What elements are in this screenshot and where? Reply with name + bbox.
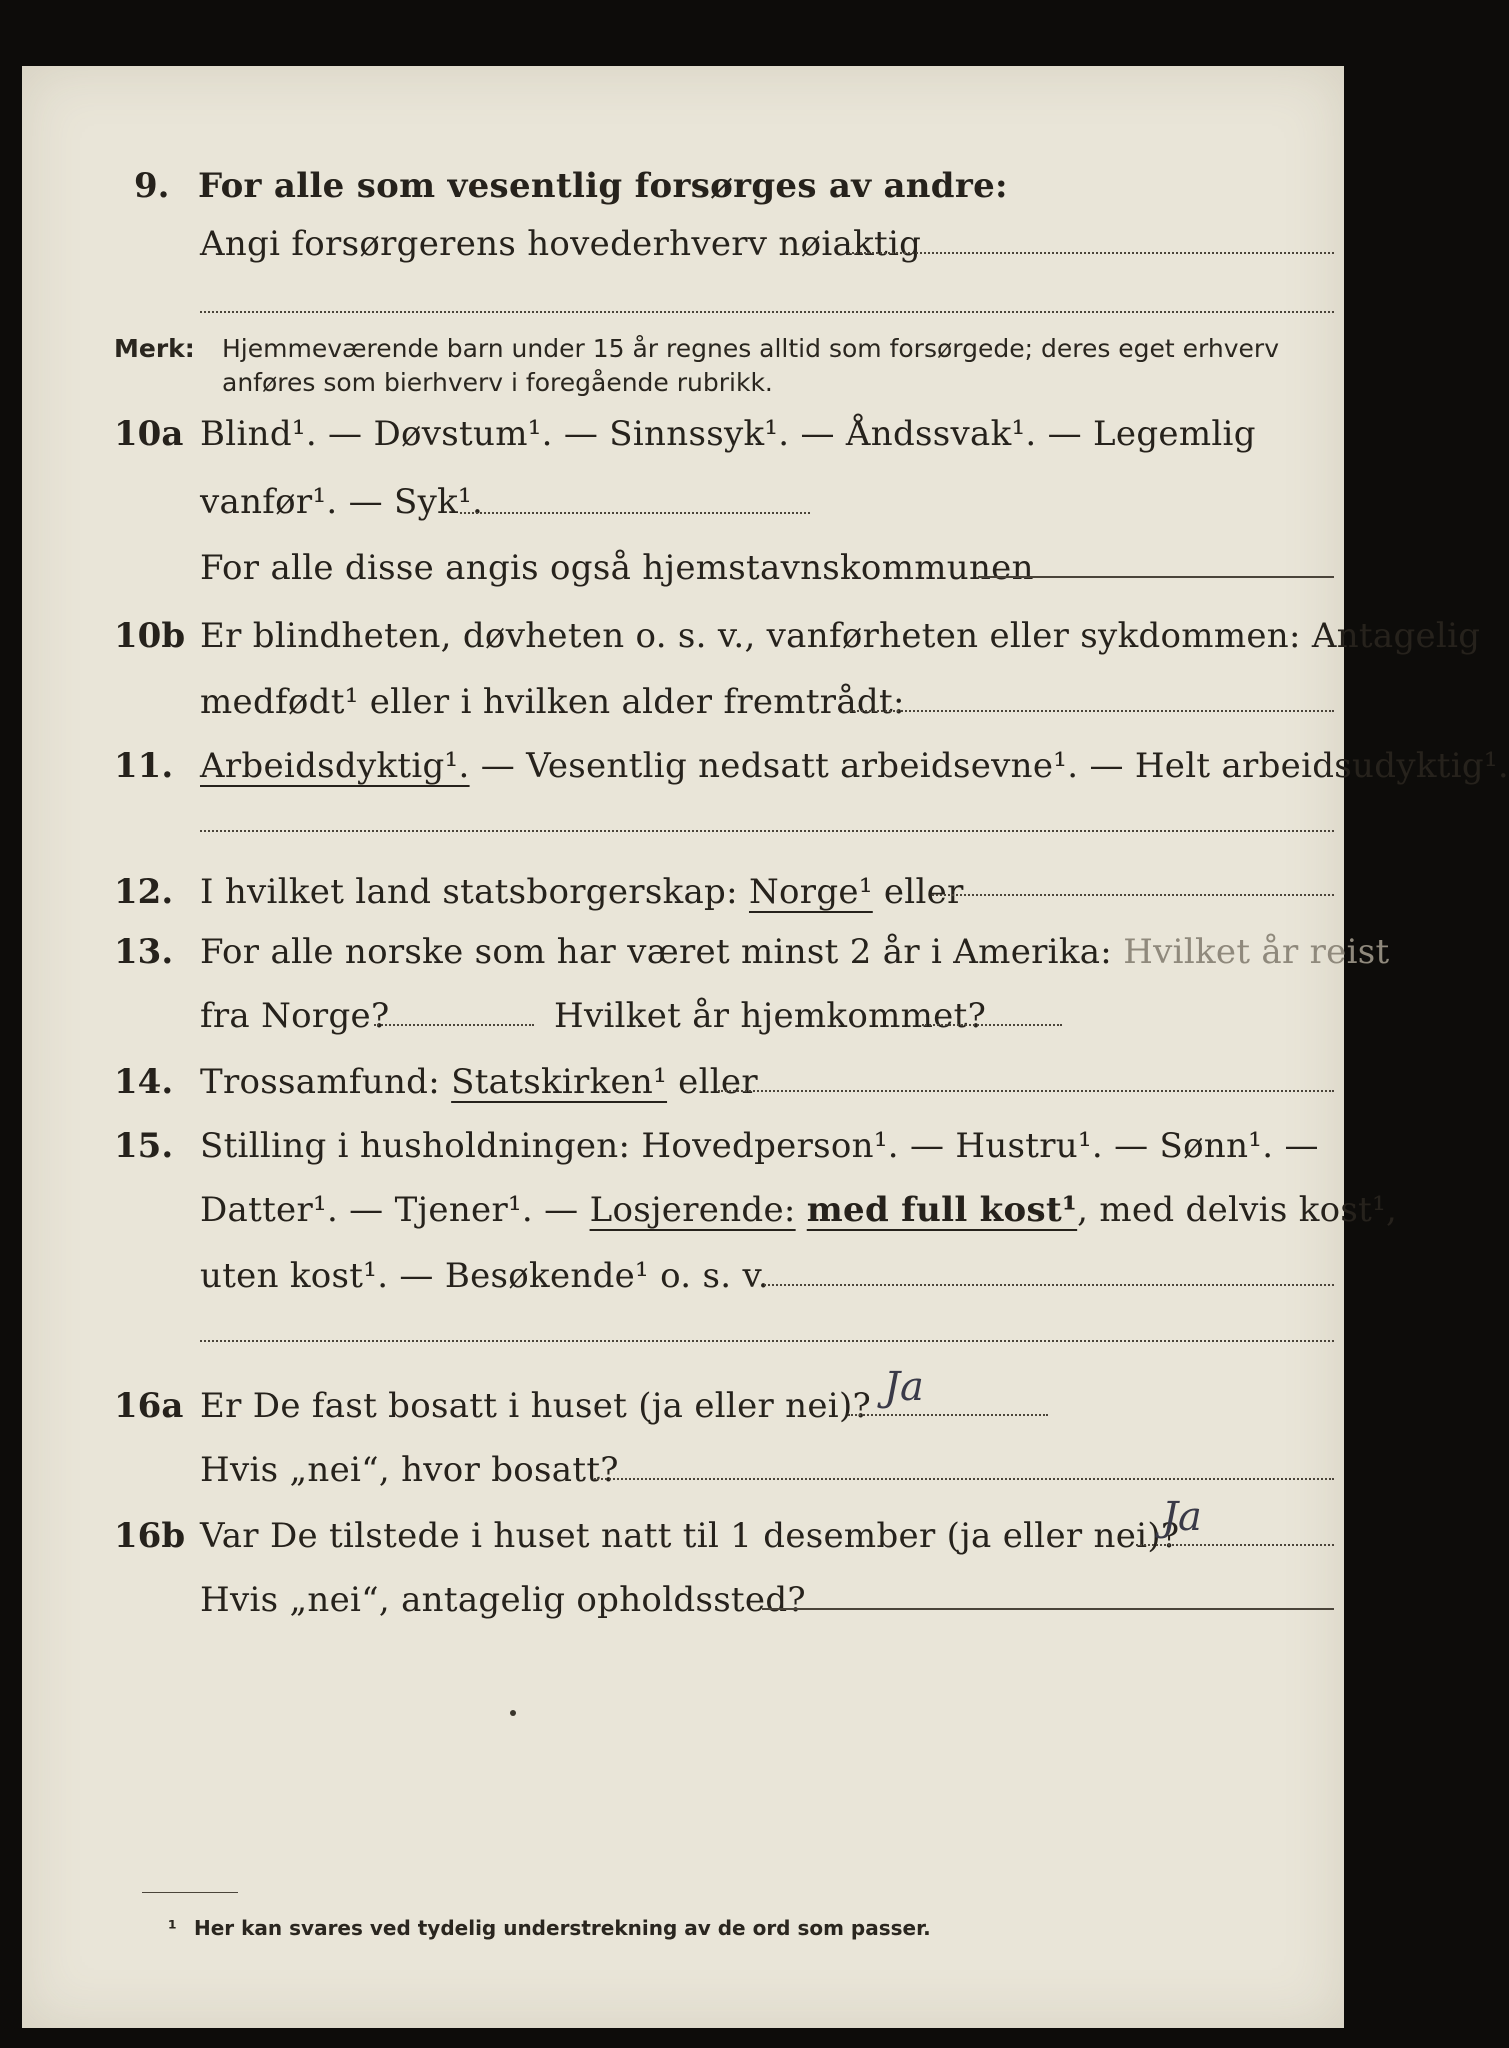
q9-answer-line[interactable] <box>848 252 1334 254</box>
q10a-line2: vanfør¹. — Syk¹. <box>200 482 484 522</box>
q16b-number: 16b <box>114 1516 186 1556</box>
q13-line1-text: For alle norske som har været minst 2 år i Amerika: <box>200 932 1113 972</box>
q15-answer-line[interactable] <box>764 1284 1334 1286</box>
q16a-where-line[interactable] <box>594 1478 1334 1480</box>
census-form-page <box>22 66 1509 2028</box>
q9-line2: Angi forsørgerens hovederhverv nøiaktig <box>200 224 922 264</box>
ink-dot <box>510 1710 516 1716</box>
q13-line1 <box>200 932 1389 972</box>
q15-number: 15. <box>114 1126 174 1166</box>
q10b-answer-line[interactable] <box>850 710 1334 712</box>
q11-number: 11. <box>114 746 174 786</box>
q14-answer-line[interactable] <box>718 1090 1334 1092</box>
footnote-rule <box>142 1892 238 1893</box>
q16b-line1: Var De tilstede i huset natt til 1 desember (ja eller nei)? <box>200 1516 1180 1556</box>
q10b-number: 10b <box>114 616 186 656</box>
q16a-line1: Er De fast bosatt i huset (ja eller nei)? <box>200 1386 872 1426</box>
q10b-line1: Er blindheten, døvheten o. s. v., vanførheten eller sykdommen: Antagelig <box>200 616 1481 656</box>
q15-line1: Stilling i husholdningen: Hovedperson¹. — Hustru¹. — Sønn¹. — <box>200 1126 1319 1166</box>
q15-option-losjerende[interactable]: Losjerende: <box>589 1190 796 1230</box>
q16a-line2: Hvis „nei“, hvor bosatt? <box>200 1450 619 1490</box>
q14-number: 14. <box>114 1062 174 1102</box>
q16b-place-line[interactable] <box>762 1608 1334 1610</box>
q16b-handwritten-answer[interactable]: Ja <box>1162 1494 1202 1540</box>
footnote-mark: ¹ <box>168 1916 177 1940</box>
q10a-home-line[interactable] <box>978 576 1334 578</box>
q13-line2b: Hvilket år hjemkommet? <box>554 996 987 1036</box>
q16a-number: 16a <box>114 1386 184 1426</box>
q15-line2a: Datter¹. — Tjener¹. — <box>200 1190 579 1230</box>
q9-extra-line[interactable] <box>200 311 1334 313</box>
q14-suffix: eller <box>678 1062 758 1102</box>
q15-option-full-kost[interactable]: med full kost¹ <box>806 1190 1078 1230</box>
q14-option-statskirken[interactable]: Statskirken¹ <box>451 1062 668 1102</box>
merk-label: Merk: <box>114 334 195 363</box>
q15-extra-line[interactable] <box>200 1340 1334 1342</box>
q9-title: For alle som vesentlig forsørges av andre: <box>198 166 1008 206</box>
q10a-number: 10a <box>114 414 184 454</box>
q10a-line3: For alle disse angis også hjemstavnskommunen <box>200 548 1034 588</box>
q10a-answer-line[interactable] <box>460 512 810 514</box>
q11-options <box>200 746 1509 786</box>
q9-number: 9. <box>134 166 170 206</box>
q15-line2 <box>200 1190 1397 1230</box>
q13-line2a: fra Norge? <box>200 996 390 1036</box>
q16a-handwritten-answer[interactable]: Ja <box>884 1364 924 1410</box>
q16a-answer-line[interactable] <box>848 1414 1048 1416</box>
q13-number: 13. <box>114 932 174 972</box>
q13-reist-answer-line[interactable] <box>374 1024 534 1026</box>
q10b-line2: medfødt¹ eller i hvilken alder fremtrådt: <box>200 682 905 722</box>
q11-extra-line[interactable] <box>200 830 1334 832</box>
q10a-line1: Blind¹. — Døvstum¹. — Sinnssyk¹. — Åndssvak¹. — Legemlig <box>200 414 1256 454</box>
merk-line2: anføres som bierhverv i foregående rubrikk. <box>222 368 773 397</box>
q16b-line2: Hvis „nei“, antagelig opholdssted? <box>200 1580 806 1620</box>
q12-option-norge[interactable]: Norge¹ <box>748 872 873 912</box>
q13-hjem-answer-line[interactable] <box>922 1024 1062 1026</box>
q11-rest: — Vesentlig nedsatt arbeidsevne¹. — Helt arbeidsudyktig¹. <box>480 746 1509 786</box>
q14-prefix: Trossamfund: <box>200 1062 441 1102</box>
q12-suffix: eller <box>883 872 964 912</box>
q13-line1-faint: Hvilket år reist <box>1123 932 1390 972</box>
q12-number: 12. <box>114 872 174 912</box>
merk-line1: Hjemmeværende barn under 15 år regnes alltid som forsørgede; deres eget erhverv <box>222 334 1279 363</box>
q16b-answer-line[interactable] <box>1136 1544 1334 1546</box>
q12-line <box>200 872 964 912</box>
q15-line3: uten kost¹. — Besøkende¹ o. s. v. <box>200 1256 770 1296</box>
q12-answer-line[interactable] <box>932 894 1334 896</box>
q12-prefix: I hvilket land statsborgerskap: <box>200 872 738 912</box>
q14-line <box>200 1062 758 1102</box>
q11-option-arbeidsdyktig[interactable]: Arbeidsdyktig¹. <box>200 746 470 786</box>
q15-line2d: , med delvis kost¹, <box>1077 1190 1398 1230</box>
footnote-text: Her kan svares ved tydelig understrekning av de ord som passer. <box>194 1916 931 1940</box>
